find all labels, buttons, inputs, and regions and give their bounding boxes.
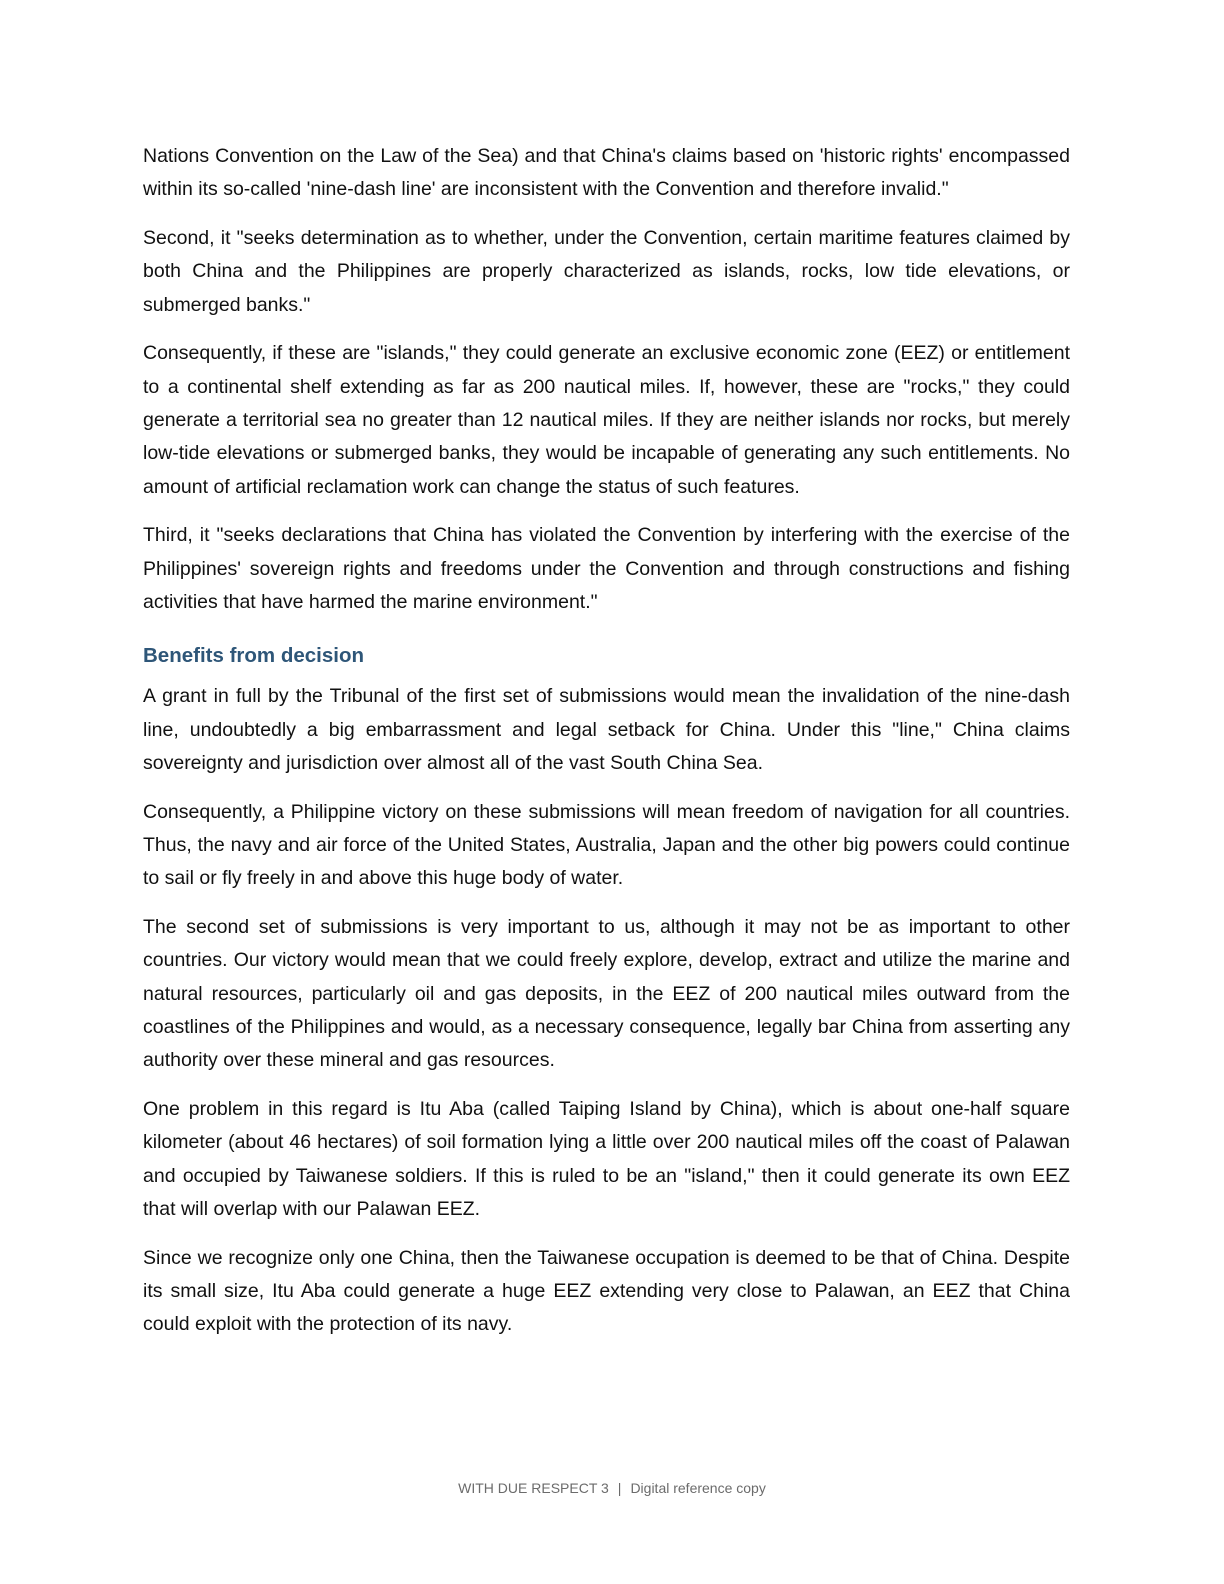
paragraph-third-declarations: Third, it "seeks declarations that China has violated the Convention by interfering with the exercise of the Philippines' sovereign rights and freedoms under the Convention and through constructions and fishing activities that have harmed the marine environment." — [143, 524, 1070, 614]
document-page — [143, 140, 1070, 1357]
footer-book-title: WITH DUE RESPECT 3 — [458, 1480, 609, 1496]
paragraph-freedom-of-navigation: Consequently, a Philippine victory on these submissions will mean freedom of navigation for all countries. Thus, the navy and air force of the United States, Australia, Japan and the other big powers could continue to sail or fly freely in and above this huge body of water. — [143, 800, 1070, 890]
paragraph-nations-convention: Nations Convention on the Law of the Sea) and that China's claims based on 'historic rights' encompassed within its so-called 'nine-dash line' are inconsistent with the Convention and therefore invalid." — [143, 145, 1070, 201]
paragraph-second-set-submissions: The second set of submissions is very important to us, although it may not be as important to other countries. Our victory would mean that we could freely explore, develop, extract and utilize the marine and natural resources, particularly oil and gas deposits, in the EEZ of 200 nautical miles outward from the coastlines of the Philippines and would, as a necessary consequence, legally bar China from asserting any authority over these mineral and gas resources. — [143, 916, 1070, 1072]
paragraph-second-determination: Second, it "seeks determination as to whether, under the Convention, certain maritime features claimed by both China and the Philippines are properly characterized as islands, rocks, low tide elevations, or submerged banks." — [143, 227, 1070, 316]
paragraph-islands-rocks: Consequently, if these are "islands," they could generate an exclusive economic zone (EEZ) or entitlement to a continental shelf extending as far as 200 nautical miles. If, however, these are "rocks," they could generate a territorial sea no greater than 12 nautical miles. If they are neither islands nor rocks, but merely low-tide elevations or submerged banks, they would be incapable of generating any such entitlements. No amount of artificial reclamation work can change the status of such features. — [143, 342, 1070, 498]
page-footer — [0, 1478, 1224, 1498]
paragraph-grant-in-full: A grant in full by the Tribunal of the first set of submissions would mean the invalidation of the nine-dash line, undoubtedly a big embarrassment and legal setback for China. Under this "line," China claims sovereignty and jurisdiction over almost all of the vast South China Sea. — [143, 685, 1070, 774]
paragraph-one-china: Since we recognize only one China, then the Taiwanese occupation is deemed to be that of China. Despite its small size, Itu Aba could generate a huge EEZ extending very close to Palawan, an EEZ that China could exploit with the protection of its navy. — [143, 1246, 1070, 1336]
footer-note: Digital reference copy — [630, 1480, 766, 1496]
paragraph-itu-aba: One problem in this regard is Itu Aba (called Taiping Island by China), which is about one-half square kilometer (about 46 hectares) of soil formation lying a little over 200 nautical miles off the coast of Palawan and occupied by Taiwanese soldiers. If this is ruled to be an "island," then it could generate its own EEZ that will overlap with our Palawan EEZ. — [143, 1098, 1070, 1221]
section-heading-benefits: Benefits from decision — [143, 644, 364, 668]
footer-separator: | — [617, 1480, 622, 1496]
